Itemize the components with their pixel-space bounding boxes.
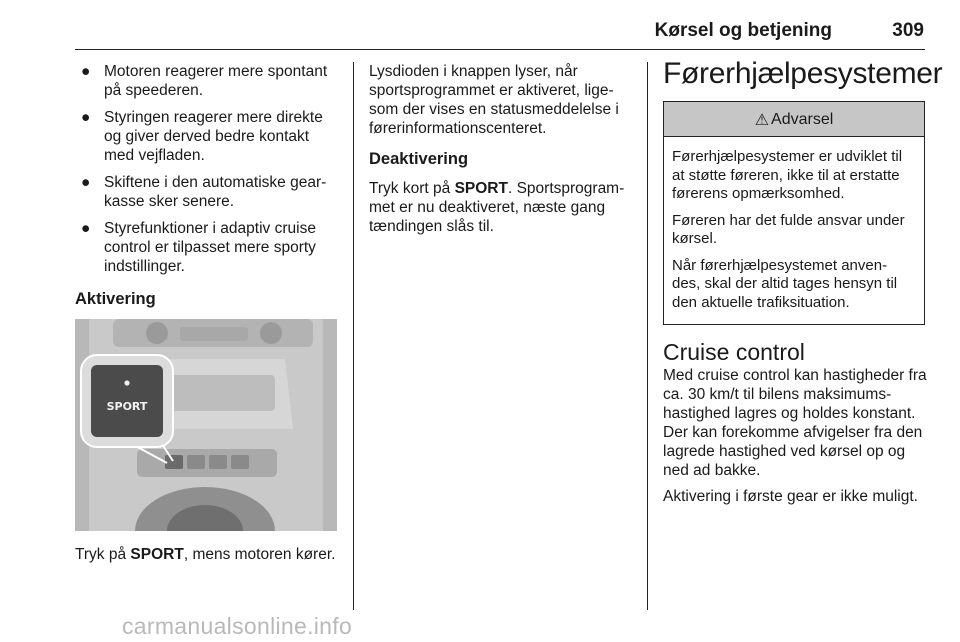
warning-paragraph: Førerhjælpesystemer er udviklet til at støtte føreren, ikke til at erstatte førerens opmærksomhed. — [672, 148, 903, 202]
list-item — [75, 62, 343, 100]
header-rule — [75, 49, 925, 50]
list-item-text: Styrefunktioner i adaptiv cruise control er tilpasset mere sporty indstillinger. — [104, 220, 316, 275]
warning-icon: ⚠ — [754, 109, 770, 129]
console-illustration — [75, 319, 337, 531]
warning-paragraph: Når førerhjælpesystemet anven- des, skal der altid tages hensyn til den aktuelle trafiksituation. — [672, 256, 898, 311]
warning-title: Advarsel — [771, 110, 834, 128]
list-item-text: Motoren reagerer mere spontant på speederen. — [104, 63, 328, 99]
section-heading-aktivering: Aktivering — [75, 290, 156, 308]
column-divider-1 — [353, 62, 354, 610]
column-1 — [75, 62, 343, 571]
bullet-icon: ● — [81, 109, 91, 126]
list-item-text: Skiftene i den automatiske gear- kasse sker senere. — [104, 174, 327, 210]
sport-button-photo — [75, 319, 337, 531]
bullet-icon: ● — [81, 174, 91, 191]
sport-keyword: SPORT — [130, 546, 184, 563]
section-title-forerhjaelpesystemer: Førerhjælpesystemer — [663, 57, 943, 90]
sport-button-label: SPORT — [106, 400, 148, 413]
bullet-icon: ● — [81, 220, 91, 237]
caption-paragraph: Tryk på SPORT, mens motoren kører. — [75, 546, 336, 563]
feature-bullet-list — [75, 62, 343, 276]
page-number: 309 — [892, 20, 924, 41]
column-divider-2 — [647, 62, 648, 610]
sport-keyword: SPORT — [454, 180, 508, 197]
list-item — [75, 108, 343, 165]
section-heading-deaktivering: Deaktivering — [369, 150, 469, 168]
warning-box — [663, 101, 925, 325]
running-header-title: Kørsel og betjening — [654, 20, 832, 41]
bullet-icon: ● — [81, 63, 91, 80]
first-gear-paragraph: Aktivering i første gear er ikke muligt. — [663, 488, 918, 505]
column-3 — [663, 57, 943, 513]
deactivation-paragraph: Tryk kort på SPORT. Sportsprogram- met er nu deaktiveret, næste gang tændingen slås til. — [369, 180, 625, 235]
list-item — [75, 173, 343, 211]
column-2 — [369, 62, 635, 243]
list-item-text: Styringen reagerer mere direkte og giver derved bedre kontakt med vejfladen. — [104, 109, 323, 164]
list-item — [75, 219, 343, 276]
led-paragraph: Lysdioden i knappen lyser, når sportsprogrammet er aktiveret, lige- som der vises en statusmeddelelse i førerinformationscenteret. — [369, 63, 619, 137]
cruise-control-paragraph: Med cruise control kan hastigheder fra ca. 30 km/t til bilens maksimums- hastighed lagres og holdes konstant. Der kan forekomme afvigelser fra den lagrede hastighed ved kørsel op og ned ad bakke. — [663, 367, 927, 479]
section-title-cruise-control: Cruise control — [663, 339, 805, 365]
warning-body — [664, 137, 924, 324]
warning-header — [664, 102, 924, 137]
warning-paragraph: Føreren har det fulde ansvar under kørsel. — [672, 211, 905, 247]
watermark-text: carmanualsonline.info — [122, 613, 353, 639]
